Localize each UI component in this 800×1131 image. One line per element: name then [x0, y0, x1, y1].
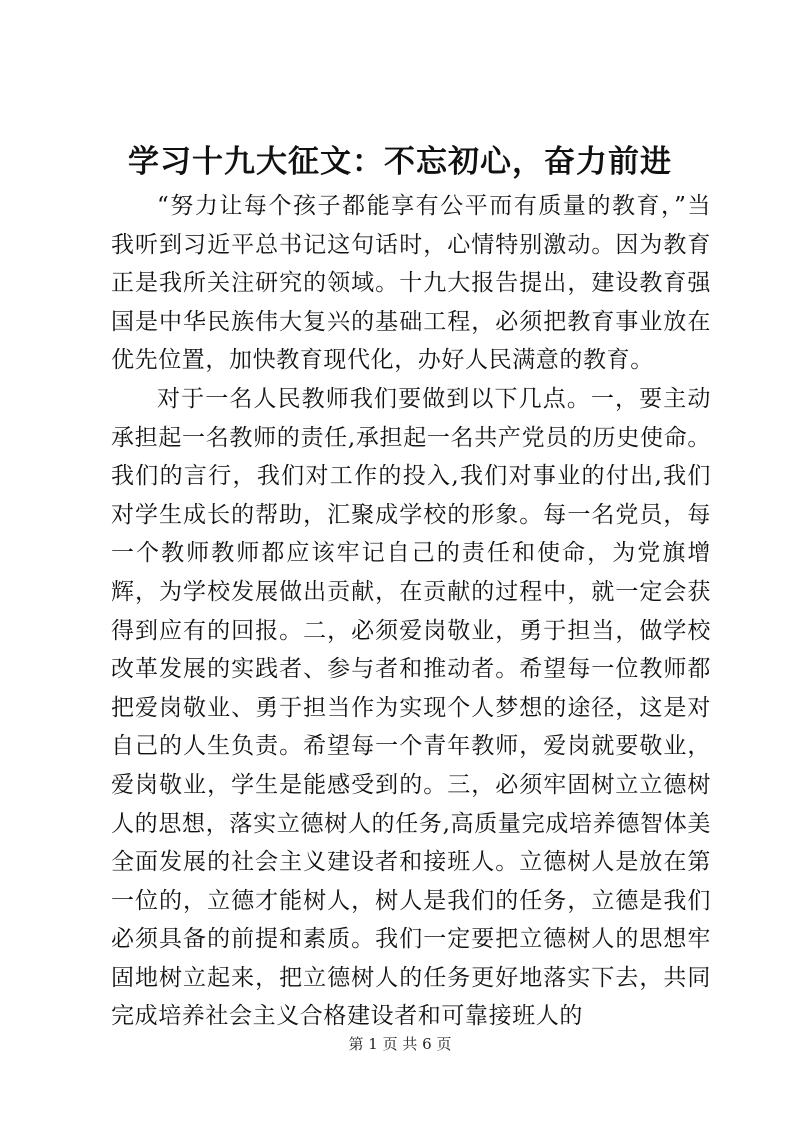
paragraph: 对于一名人民教师我们要做到以下几点。一，要主动承担起一名教师的责任,承担起一名共产党员的历史使命。我们的言行，我们对工作的投入,我们对事业的付出,我们对学生成长的帮助，汇聚成学校的形象。每一名党员，每一个教师教师都应该牢记自己的责任和使命，为党旗增辉，为学校发展做出贡献，在贡献的过程中，就一定会获得到应有的回报。二，必须爱岗敬业，勇于担当，做学校改革发展的实践者、参与者和推动者。希望每一位教师都把爱岗敬业、勇于担当作为实现个人梦想的途径，这是对自己的人生负责。希望每一个青年教师，爱岗就要敬业，爱岗敬业，学生是能感受到的。三，必须牢固树立立德树人的思想，落实立德树人的任务,高质量完成培养德智体美全面发展的社会主义建设者和接班人。立德树人是放在第一位的，立德才能树人，树人是我们的任务，立德是我们必须具备的前提和素质。我们一定要把立德树人的思想牢固地树立起来，把立德树人的任务更好地落实下去，共同完成培养社会主义合格建设者和可靠接班人的	[111, 385, 711, 1030]
document-title: 学习十九大征文：不忘初心，奋力前进	[128, 144, 672, 180]
paragraph: “努力让每个孩子都能享有公平而有质量的教育，”当我听到习近平总书记这句话时，心情特别激动。因为教育正是我所关注研究的领域。十九大报告提出，建设教育强国是中华民族伟大复兴的基础工程，必须把教育事业放在优先位置，加快教育现代化，办好人民满意的教育。	[111, 193, 711, 374]
page-footer: 第 1 页 共 6 页	[348, 1035, 452, 1053]
document-body	[111, 187, 711, 1036]
